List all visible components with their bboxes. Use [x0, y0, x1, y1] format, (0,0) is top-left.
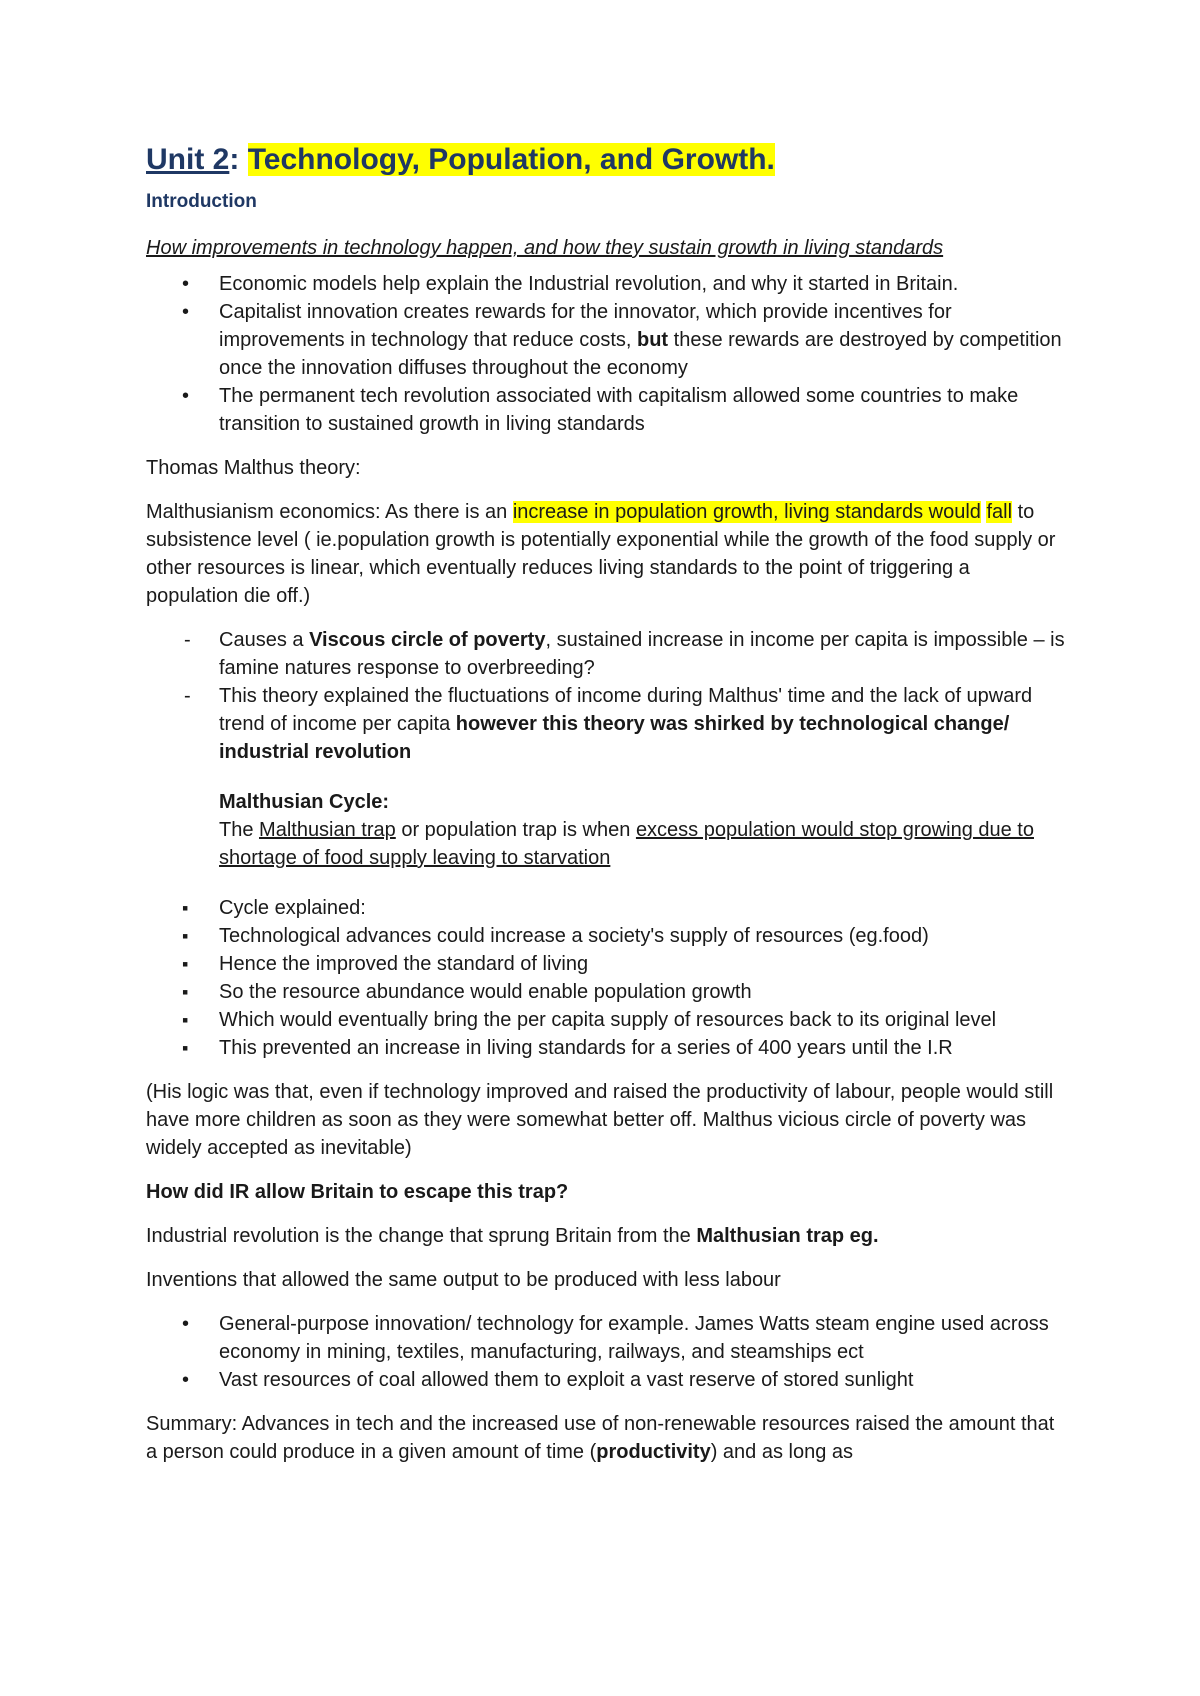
bold-text: but — [637, 329, 669, 351]
ir-bullet-list — [146, 1310, 1066, 1394]
bullet-text: Economic models help explain the Industrial revolution, and why it started in Britain. — [219, 273, 959, 295]
bold-text: Viscous circle of poverty — [309, 629, 546, 651]
list-item: ▪ This prevented an increase in living standards for a series of 400 years until the I.R — [146, 1034, 1066, 1062]
dash-list — [146, 626, 1066, 766]
malthusian-cycle-block — [146, 788, 1066, 872]
list-item — [146, 382, 1066, 438]
logic-paragraph: (His logic was that, even if technology improved and raised the productivity of labour, people would still have more children as soon as they were somewhat better off. Malthus vicious circle of poverty was widely accepted as inevitable) — [146, 1081, 1054, 1159]
list-item: • Vast resources of coal allowed them to exploit a vast reserve of stored sunlight — [146, 1366, 1066, 1394]
summary-paragraph — [146, 1410, 1066, 1466]
bullet-text: Capitalist innovation creates rewards for the innovator, which provide incentives for improvements in technology that reduce costs, — [219, 301, 952, 351]
list-item — [146, 298, 1066, 382]
cycle-list — [146, 894, 1066, 1062]
bold-text: productivity — [596, 1441, 711, 1463]
cycle-heading: Malthusian Cycle: — [219, 791, 390, 813]
list-item: ▪ Which would eventually bring the per capita supply of resources back to its original level — [146, 1006, 1066, 1034]
underlined-text: Malthusian trap — [259, 819, 396, 841]
ir-paragraph — [146, 1222, 1066, 1250]
title-colon: : — [229, 143, 240, 176]
list-item: ▪ Technological advances could increase a society's supply of resources (eg.food) — [146, 922, 1066, 950]
list-item: • General-purpose innovation/ technology for example. James Watts steam engine used across economy in mining, textiles, manufacturing, railways, and steamships ect — [146, 1310, 1066, 1366]
bullet-text: these rewards are destroyed by competition once the innovation diffuses throughout the economy — [219, 329, 1062, 379]
definition-text: or population trap is when — [395, 819, 636, 841]
paragraph-text: Malthusianism economics: As there is an — [146, 501, 513, 523]
highlighted-text: increase in population growth, living standards would — [512, 501, 981, 523]
malthus-label: Thomas Malthus theory: — [146, 457, 361, 479]
malthus-paragraph — [146, 498, 1066, 610]
paragraph-text: ) and as long as — [710, 1441, 854, 1463]
item-text: Causes a — [219, 629, 310, 651]
list-item: ▪ Hence the improved the standard of living — [146, 950, 1066, 978]
list-item: ▪ So the resource abundance would enable population growth — [146, 978, 1066, 1006]
title-main: Technology, Population, and Growth. — [247, 143, 775, 176]
list-item — [146, 270, 1066, 298]
list-item: ▪ Cycle explained: — [146, 894, 1066, 922]
definition-text: The — [219, 819, 260, 841]
intro-subtitle: How improvements in technology happen, and how they sustain growth in living standards — [146, 237, 944, 259]
intro-heading: Introduction — [146, 191, 257, 212]
document-page — [146, 140, 1066, 1482]
bold-text: however this theory was shirked by technological change/ industrial revolution — [219, 713, 1010, 763]
ir-heading — [146, 1178, 1066, 1206]
paragraph-text: Industrial revolution is the change that sprung Britain from the — [146, 1225, 697, 1247]
title-unit: Unit 2 — [146, 143, 230, 176]
list-item — [146, 626, 1066, 682]
paragraph-text: Summary: Advances in tech and the increased use of non-renewable resources raised the amount that a person could produce in a given amount of time ( — [146, 1413, 1055, 1463]
item-text: This theory explained the fluctuations of income during Malthus' time and the lack of upward trend of income per capita — [219, 685, 1033, 735]
highlighted-text: fall — [986, 501, 1013, 523]
ir-heading-text: How did IR allow Britain to escape this trap? — [146, 1181, 569, 1203]
bold-text: Malthusian trap eg. — [696, 1225, 879, 1247]
list-item — [146, 682, 1066, 766]
intro-bullet-list — [146, 270, 1066, 438]
cycle-definition — [219, 816, 1066, 872]
page-title — [146, 140, 1066, 180]
inventions-paragraph: Inventions that allowed the same output to be produced with less labour — [146, 1269, 781, 1291]
bullet-text: The permanent tech revolution associated with capitalism allowed some countries to make transition to sustained growth in living standards — [219, 385, 1019, 435]
paragraph-text: to subsistence level ( ie.population growth is potentially exponential while the growth of the food supply or other resources is linear, which eventually reduces living standards to the point of triggering a population die off.) — [146, 501, 1056, 607]
underlined-text: excess population would stop growing due to shortage of food supply leaving to starvation — [219, 819, 1034, 869]
item-text: , sustained increase in income per capita is impossible – is famine natures response to overbreeding? — [219, 629, 1065, 679]
